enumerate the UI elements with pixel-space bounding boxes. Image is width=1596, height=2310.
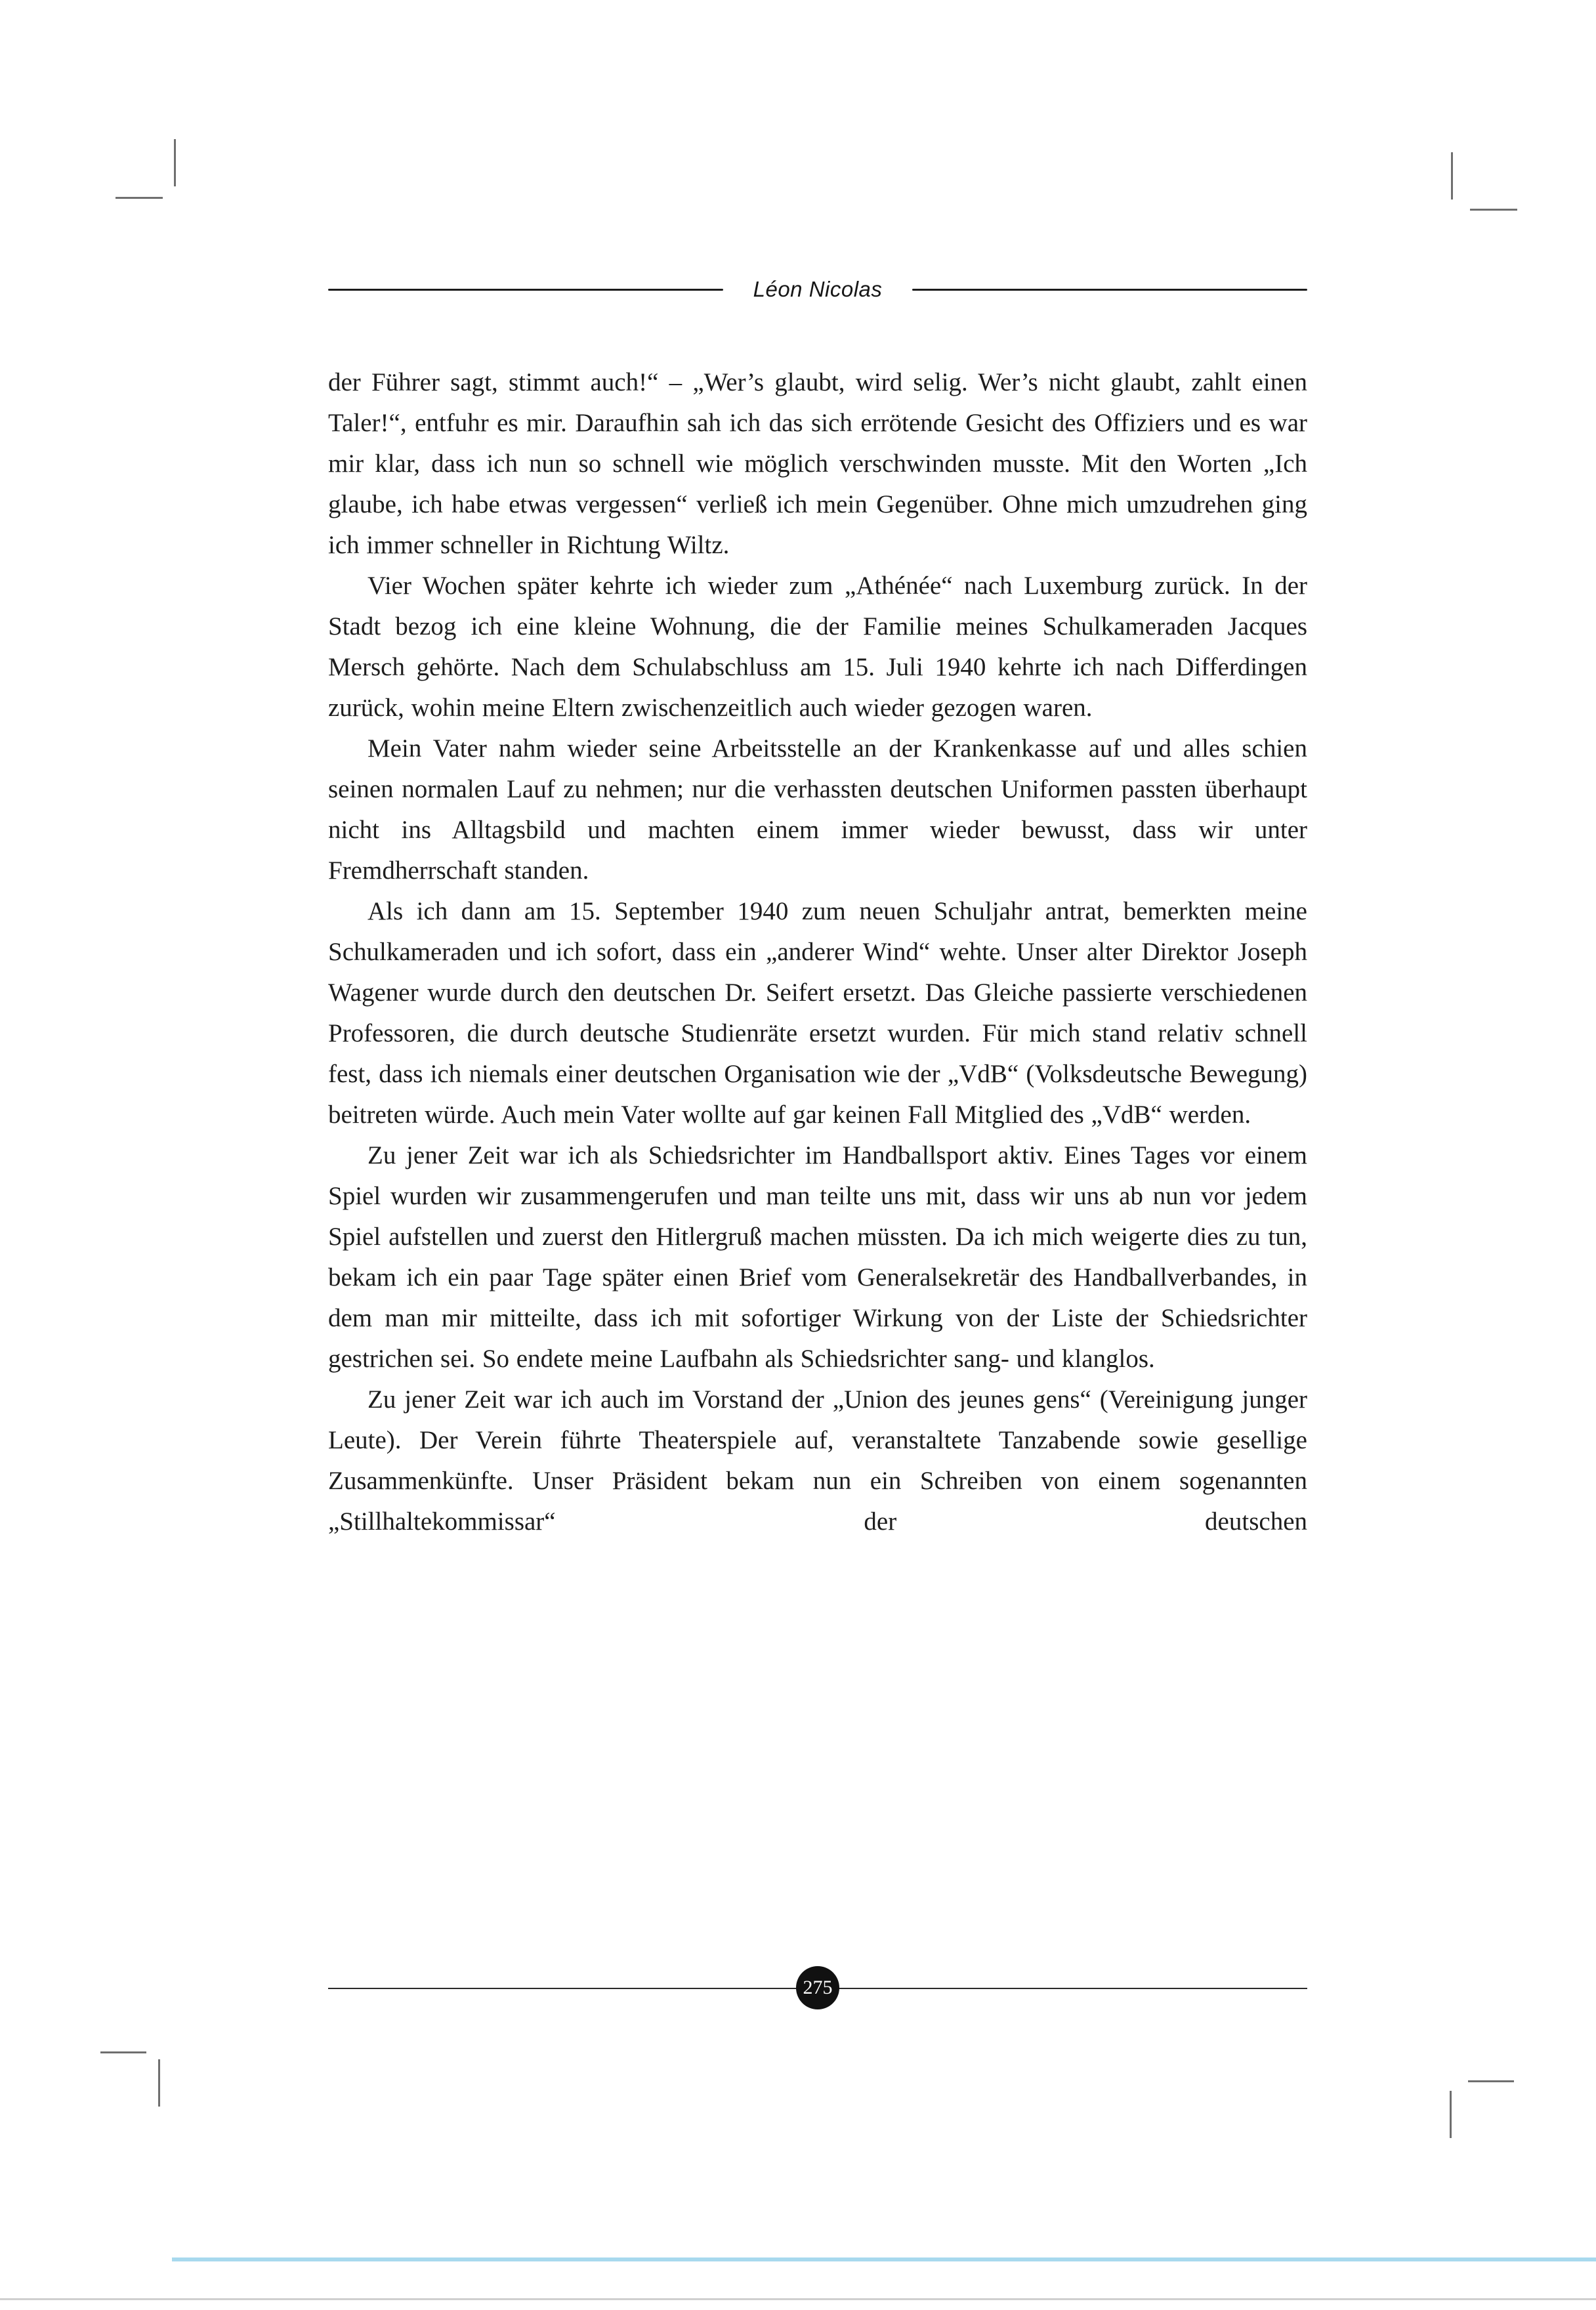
paragraph: Als ich dann am 15. September 1940 zum neuen Schuljahr antrat, bemerkten meine Schulkameraden und ich sofort, dass ein „anderer Wind“ wehte. Unser alter Direktor Joseph Wagener wurde durch den deutschen Dr. Seifert ersetzt. Das Gleiche passierte verschiedenen Professoren, die durch deutsche Studienräte ersetzt wurden. Für mich stand relativ schnell fest, dass ich niemals einer deutschen Organisation wie der „VdB“ (Volksdeutsche Bewegung) beitreten würde. Auch mein Vater wollte auf gar keinen Fall Mitglied des „VdB“ werden. <box>328 897 1307 1129</box>
crop-mark-bottom-right-horizontal <box>1468 2080 1514 2082</box>
crop-mark-top-right-horizontal <box>1470 209 1517 211</box>
page-footer <box>328 1966 1307 2012</box>
scan-artifact-gray-line <box>0 2298 1596 2300</box>
page-number-badge <box>796 1966 839 2009</box>
paragraph: Zu jener Zeit war ich auch im Vorstand der „Union des jeunes gens“ (Vereinigung junger Leute). Der Verein führte Theaterspiele auf, veranstaltete Tanzabende sowie gesellige Zusammenkünfte. Unser Präsident bekam nun ein Schreiben von einem sogenannten „Stillhaltekommissar“ der deutschen <box>328 1385 1307 1536</box>
header-rule-right <box>912 289 1307 291</box>
paragraph: Zu jener Zeit war ich als Schiedsrichter im Handballsport aktiv. Eines Tages vor einem Spiel wurden wir zusammengerufen und man teilte uns mit, dass wir uns ab nun vor jedem Spiel aufstellen und zuerst den Hitlergruß machen müssten. Da ich mich weigerte dies zu tun, bekam ich ein paar Tage später einen Brief vom Generalsekretär des Handballverbandes, in dem man mir mitteilte, dass ich mit sofortiger Wirkung von der Liste der Schiedsrichter gestrichen sei. So endete meine Laufbahn als Schiedsrichter sang- und klanglos. <box>328 1141 1307 1373</box>
paragraph: Mein Vater nahm wieder seine Arbeitsstelle an der Krankenkasse auf und alles schien seinen normalen Lauf zu nehmen; nur die verhassten deutschen Uniformen passten überhaupt nicht ins Alltagsbild und machten einem immer wieder bewusst, dass wir unter Fremdherrschaft standen. <box>328 734 1307 885</box>
crop-mark-top-left-vertical <box>174 139 176 186</box>
text-block <box>328 362 1307 1542</box>
author-name: Léon Nicolas <box>753 277 883 301</box>
crop-mark-top-left-horizontal <box>116 197 163 199</box>
crop-mark-bottom-left-vertical <box>158 2059 160 2107</box>
paragraph: Vier Wochen später kehrte ich wieder zum „Athénée“ nach Luxemburg zurück. In der Stadt bezog ich eine kleine Wohnung, die der Familie meines Schulkameraden Jacques Mersch gehörte. Nach dem Schulabschluss am 15. Juli 1940 kehrte ich nach Differdingen zurück, wohin meine Eltern zwischenzeitlich auch wieder gezogen waren. <box>328 572 1307 722</box>
header-rule-left <box>328 289 723 291</box>
paragraph: der Führer sagt, stimmt auch!“ – „Wer’s glaubt, wird selig. Wer’s nicht glaubt, zahlt einen Taler!“, entfuhr es mir. Daraufhin sah ich das sich errötende Gesicht des Offiziers und es war mir klar, dass ich nun so schnell wie möglich verschwinden musste. Mit den Worten „Ich glaube, ich habe etwas vergessen“ verließ ich mein Gegenüber. Ohne mich umzudrehen ging ich immer schneller in Richtung Wiltz. <box>328 368 1307 559</box>
crop-mark-bottom-right-vertical <box>1450 2091 1452 2138</box>
crop-mark-top-right-vertical <box>1451 152 1453 200</box>
scan-artifact-blue-line <box>172 2258 1596 2261</box>
crop-mark-bottom-left-horizontal <box>100 2051 146 2053</box>
page-number: 275 <box>803 1977 833 1998</box>
page-header <box>328 277 1307 302</box>
